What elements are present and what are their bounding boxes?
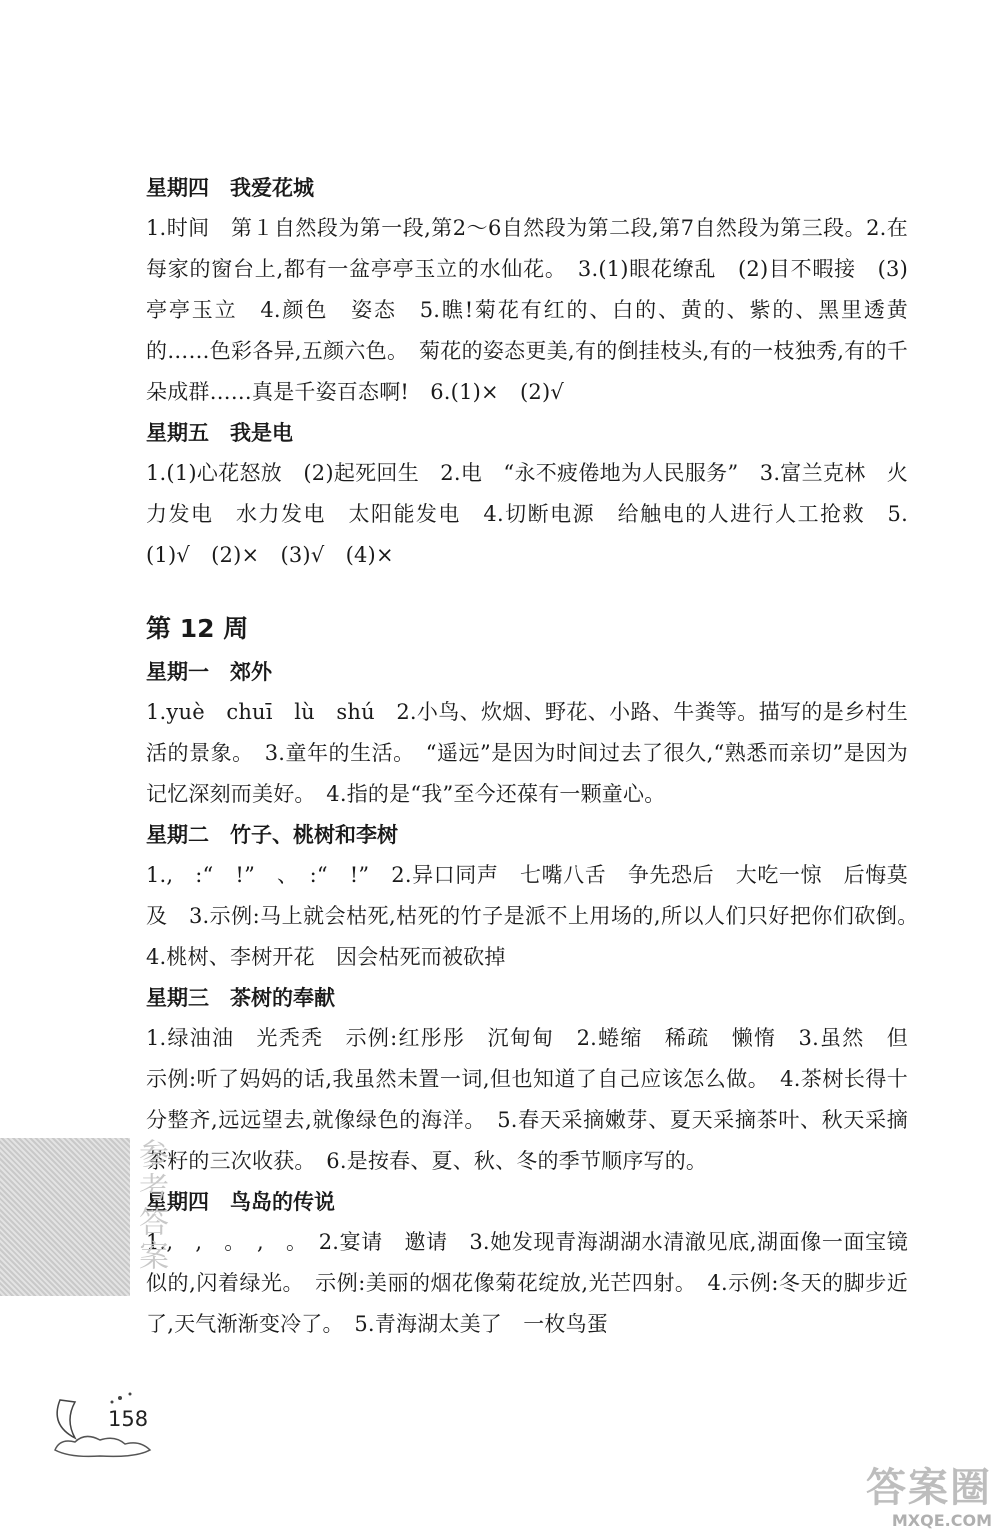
watermark [866, 1465, 992, 1531]
section-heading-wed: 星期三 茶树的奉献 [146, 986, 335, 1010]
section-heading-tue: 星期二 竹子、桃树和李树 [146, 823, 398, 847]
section-text-thu-1: 1.时间 第１自然段为第一段,第2～6自然段为第二段,第7自然段为第三段。2.在每家的窗台上,都有一盆亭亭玉立的水仙花。 3.(1)眼花缭乱 (2)目不暇接 (3)亭亭玉立 4.颜色 姿态 5.瞧!菊花有红的、白的、黄的、紫的、黑里透黄的……色彩各异,五颜六色。 菊花的姿态更美,有的倒挂枝头,有的一枝独秀,有的千朵成群……真是千姿百态啊! 6.(1)× (2)√ [146, 216, 908, 404]
section-heading-mon: 星期一 郊外 [146, 660, 272, 684]
side-tab-label: 参考答案 [133, 1138, 168, 1274]
answer-content [146, 168, 930, 1345]
week-title: 第 12 周 [146, 614, 249, 643]
section-text-mon: 1.yuè chuī lù shú 2.小鸟、炊烟、野花、小路、牛粪等。描写的是乡村生活的景象。 3.童年的生活。 “遥远”是因为时间过去了很久,“熟悉而亲切”是因为记忆深刻而美好。 4.指的是“我”至今还葆有一颗童心。 [146, 700, 908, 806]
watermark-logo: 答案圈 [866, 1465, 992, 1511]
section-heading-fri: 星期五 我是电 [146, 421, 293, 445]
watermark-url: MXQE.COM [891, 1511, 992, 1530]
side-tab-background [0, 1138, 130, 1296]
section-text-thu-2: 1., , 。 , 。 2.宴请 邀请 3.她发现青海湖湖水清澈见底,湖面像一面宝镜似的,闪着绿光。 示例:美丽的烟花像菊花绽放,光芒四射。 4.示例:冬天的脚步近了,天气渐渐变冷了。 5.青海湖太美了 一枚鸟蛋 [146, 1230, 908, 1336]
section-text-tue: 1., :“ !” 、 :“ !” 2.异口同声 七嘴八舌 争先恐后 大吃一惊 后悔莫及 3.示例:马上就会枯死,枯死的竹子是派不上用场的,所以人们只好把你们砍倒。 4.桃树、李树开花 因会枯死而被砍掉 [146, 863, 930, 969]
section-text-wed: 1.绿油油 光秃秃 示例:红彤彤 沉甸甸 2.蜷缩 稀疏 懒惰 3.虽然 但 示例:听了妈妈的话,我虽然未置一词,但也知道了自己应该怎么做。 4.茶树长得十分整齐,远远望去,就像绿色的海洋。 5.春天采摘嫩芽、夏天采摘茶叶、秋天采摘茶籽的三次收获。 6.是按春、夏、秋、冬的季节顺序写的。 [146, 1026, 930, 1173]
section-heading-thu-1: 星期四 我爱花城 [146, 176, 314, 200]
section-text-fri: 1.(1)心花怒放 (2)起死回生 2.电 “永不疲倦地为人民服务” 3.富兰克林 火力发电 水力发电 太阳能发电 4.切断电源 给触电的人进行人工抢救 5.(1)√ (2)× (3)√ (4)× [146, 461, 908, 567]
section-heading-thu-2: 星期四 鸟岛的传说 [146, 1190, 335, 1214]
page-number: 158 [108, 1407, 149, 1431]
